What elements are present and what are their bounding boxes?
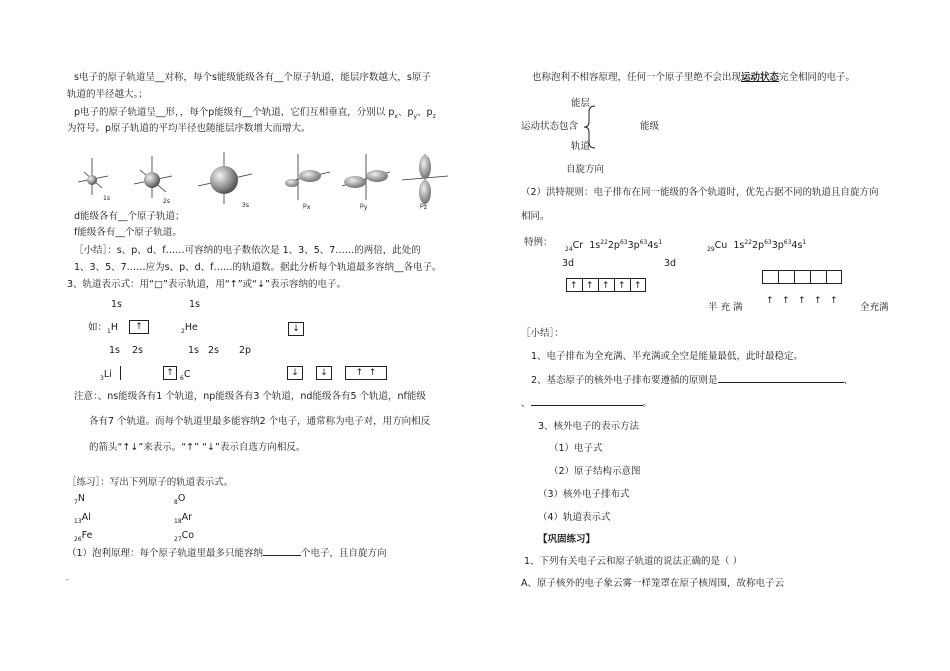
hund-text-1: （2）洪特规则：电子排布在同一能级的各个轨道时，优先占据不同的轨道且自旋方向 [521, 187, 879, 198]
question-1: 1、下列有关电子云和原子轨道的说法正确的是（ ） [524, 556, 743, 567]
atom-o-sym: O [177, 493, 186, 504]
ex-c-2s-label: 2s [208, 345, 219, 356]
atom-n [74, 493, 85, 509]
ex-h-sym: H [110, 322, 118, 333]
label-px [303, 200, 310, 214]
atom-fe [74, 530, 92, 546]
orbital-illustrations [72, 150, 452, 212]
cu-config [707, 237, 806, 256]
special-label: 特例： [524, 237, 553, 248]
pauli-text-a: （1）泡利原理：每个原子轨道里最多只能容纳 [67, 548, 264, 559]
ex-c-sym: C [183, 369, 191, 380]
pauli-cont-keyword: 运动状态 [741, 72, 780, 83]
summary-point-2-cont [521, 398, 652, 410]
practice-text: ［练习］：写出下列原子的轨道表示式。 [67, 477, 234, 488]
summary-point-2-sep: 、 [843, 375, 854, 386]
label-pz [420, 200, 427, 214]
orbital-px-icon [285, 154, 330, 200]
cr-3d-arrow: ↑ [618, 281, 626, 291]
label-py [360, 200, 367, 214]
label-py-p: p [360, 202, 364, 209]
summary-point-3: 3、核外电子的表示方法 [538, 421, 640, 432]
p-orbital-text-main: p电子的原子轨道呈__形，，每个p能级有__个轨道，它们互相垂直，分别以 p [74, 107, 395, 118]
summary-point-2-text: 2、基态原子的核外电子排布要遵循的原则是 [531, 375, 718, 386]
cu-config-value: $1s^{22}2p^{63}3p^{63}4s^1$ [733, 239, 807, 252]
cu-3d-arrow: ↑ [814, 296, 822, 306]
note-text-2: 各有7 个轨道。而每个轨道里最多能容纳2 个电子，通常称为电子对，用方向相反 [89, 416, 431, 427]
full-label: 全充满 [860, 302, 889, 313]
brace-item-energy-level: 能层 [571, 98, 591, 109]
method-4: （4）轨道表示式 [538, 512, 611, 523]
ex-li-left-mark [120, 366, 129, 380]
cr-3d-arrow: ↑ [586, 281, 594, 291]
question-1-option-a: A、原子核外的电子象云雾一样笼罩在原子核周围，故称电子云 [521, 578, 784, 589]
atom-ar-sub: 18 [174, 517, 182, 525]
cr-3d-arrow: ↑ [634, 281, 642, 291]
pauli-text-b: 个电子，且自旋方向 [301, 548, 387, 559]
ex-he-label [181, 322, 198, 338]
cu-3d-arrow: ↑ [766, 296, 774, 306]
cr-config [565, 237, 662, 256]
summary-text-1: ［小结］：s、p、d、f……可容纳的电子数依次是 1、3、5、7……的两倍，此处的 [74, 245, 421, 256]
pauli-blank [263, 555, 301, 556]
py-sub: y [413, 112, 418, 120]
ex-li-2s-label: 2s [132, 345, 143, 356]
cr-3d-arrow: ↑ [602, 281, 610, 291]
ex-c-sub: 6 [180, 374, 184, 382]
ex-c-2p-arrow-2: ↑ [368, 368, 377, 378]
atom-al [74, 512, 91, 528]
ex-c-2p-arrow-1: ↑ [355, 368, 364, 378]
cr-sym: Cr [572, 240, 584, 252]
orbital-py-icon [342, 154, 390, 200]
label-px-p: p [303, 202, 307, 209]
summary-point-2-blank-1 [718, 382, 844, 383]
atom-al-sub: 13 [74, 517, 82, 525]
note-text-1: 注意：、ns能级各有1 个轨道，np能级各有3 个轨道，nd能级各有5 个轨道，nf能级 [74, 391, 426, 402]
brace-left-label: 运动状态包含 [521, 121, 579, 132]
cu-3d-orbital-box [762, 270, 842, 284]
atom-co-sub: 27 [174, 535, 182, 543]
summary-point-2-end: 。 [642, 398, 653, 409]
ex-li-sym: Li [103, 369, 112, 380]
method-3: （3）核外电子排布式 [538, 489, 630, 500]
atom-fe-sub: 26 [74, 535, 82, 543]
ex-h-1s-label: 1s [111, 299, 122, 310]
ex-c-1s-label: 1s [188, 345, 199, 356]
summary-point-2 [531, 375, 853, 387]
pz-sub: z [432, 112, 436, 120]
item-3-text: 3、轨道表示式：用“□”表示轨道，用“↑”或“↓”表示容纳的电子。 [67, 279, 346, 290]
ex-intro: 如： [88, 322, 108, 333]
cu-3d-arrow: ↑ [830, 296, 838, 306]
cu-sym: Cu [714, 240, 728, 252]
ex-he-orbital-box: ↓ [288, 322, 304, 336]
ex-he-1s-label: 1s [189, 299, 200, 310]
cr-config-value: $1s^{22}2p^{63}3p^{63}4s^1$ [589, 239, 663, 252]
ex-h-sub: 1 [107, 327, 111, 335]
atom-fe-sym: Fe [81, 530, 93, 541]
label-px-sub: x [306, 204, 311, 212]
consolidation-heading: 【巩固练习】 [538, 534, 596, 545]
ex-h-orbital-box: ↑ [129, 320, 149, 334]
atom-ar [174, 512, 192, 528]
cr-3d-divider [630, 278, 631, 292]
atom-o [174, 493, 185, 509]
atom-co-sym: Co [181, 530, 195, 541]
cu-3d-label: 3d [664, 258, 677, 269]
label-py-sub: y [363, 204, 368, 212]
cr-sub: 24 [565, 246, 573, 254]
cu-3d-divider [810, 270, 811, 284]
atom-co [174, 530, 194, 546]
cu-3d-arrow: ↑ [782, 296, 790, 306]
cr-3d-divider [614, 278, 615, 292]
ex-li-1s-label: 1s [109, 345, 120, 356]
ex-c-2p-box [345, 366, 387, 380]
cu-3d-divider [826, 270, 827, 284]
label-2s: 2s [163, 198, 170, 205]
summary-point-2-blank-2 [531, 405, 643, 406]
ex-li-orbital-box: ↑ [163, 366, 177, 380]
label-3s: 3s [242, 202, 249, 209]
orbital-2s-icon [134, 156, 172, 198]
cu-3d-divider [794, 270, 795, 284]
ex-li-label [100, 369, 112, 385]
s-orbital-text-1: s电子的原子轨道呈__对称，每个s能级能级各有__个原子轨道，能层序数越大，s原子 [74, 72, 431, 83]
atom-n-sub: 7 [74, 498, 78, 506]
pauli-text [67, 548, 387, 560]
d-orbital-text: d能级各有__个原子轨道； [74, 211, 185, 222]
summary-point-1: 1、电子排布为全充满、半充满或全空是能量最低，此时最稳定。 [531, 351, 804, 362]
label-pz-sub: z [423, 204, 427, 212]
summary-point-2-sep-2: 、 [521, 398, 531, 409]
summary-text-2: 1、3、5、7……应为s、p、d、f……的轨道数。据此分析每个轨道最多容纳__各电子。 [74, 262, 442, 273]
ex-he-sym: He [184, 322, 198, 333]
ex-c-2s-box: ↓ [316, 366, 332, 380]
ex-c-1s-box: ↓ [287, 366, 303, 380]
atom-al-sym: Al [81, 512, 91, 523]
orbital-pz-icon [402, 154, 448, 206]
method-2: （2）原子结构示意图 [549, 466, 641, 477]
brace-item-spin: 自旋方向 [566, 164, 605, 175]
summary-heading: ［小结］： [521, 328, 564, 339]
cr-3d-divider [582, 278, 583, 292]
orbital-1s-icon [78, 158, 108, 195]
cr-3d-divider [598, 278, 599, 292]
brace-item-orbital: 轨道 [571, 141, 591, 152]
brace-item-sublevel: 能级 [640, 121, 660, 132]
p-sep-1: 、p [397, 107, 414, 118]
hund-text-2: 相同。 [521, 211, 550, 222]
note-text-3: 的箭头“↑↓”来表示。“↑” “↓”表示自选方向相反。 [89, 442, 306, 453]
px-sub: x [394, 112, 398, 120]
pauli-cont-c: 完全相同的电子。 [779, 72, 856, 83]
cu-sub: 29 [707, 246, 715, 254]
cr-3d-label: 3d [562, 258, 575, 269]
footer-mark: - [66, 576, 69, 584]
p-orbital-text-2: 为符号。p原子轨道的平均半径也随能层序数增大而增大。 [67, 123, 311, 134]
cu-3d-divider [778, 270, 779, 284]
half-full-label: 半 充 满 [708, 302, 743, 313]
atom-n-sym: N [77, 493, 85, 504]
method-1: （1）电子式 [549, 443, 603, 454]
atom-o-sub: 8 [174, 498, 178, 506]
atom-ar-sym: Ar [181, 512, 193, 523]
p-sep-2: 、p [417, 107, 433, 118]
cr-3d-arrow: ↑ [570, 281, 578, 291]
ex-li-sub: 3 [100, 374, 104, 382]
f-orbital-text: f能级各有__个原子轨道。 [74, 227, 182, 238]
ex-c-2p-label: 2p [239, 345, 252, 356]
s-orbital-text-2: 轨道的半径越大。； [67, 89, 148, 100]
pauli-continuation [532, 72, 855, 84]
p-orbital-text-1 [74, 107, 436, 123]
orbital-3s-icon [198, 152, 252, 204]
cu-3d-arrow: ↑ [798, 296, 806, 306]
ex-he-sub: 2 [181, 327, 185, 335]
pauli-cont-a: 也称泡利不相容原理，任何一个原子里绝不会出现 [532, 72, 742, 83]
label-pz-p: p [420, 202, 424, 209]
ex-h-label [88, 322, 118, 338]
label-1s: 1s [103, 195, 110, 202]
ex-c-label [180, 369, 190, 385]
